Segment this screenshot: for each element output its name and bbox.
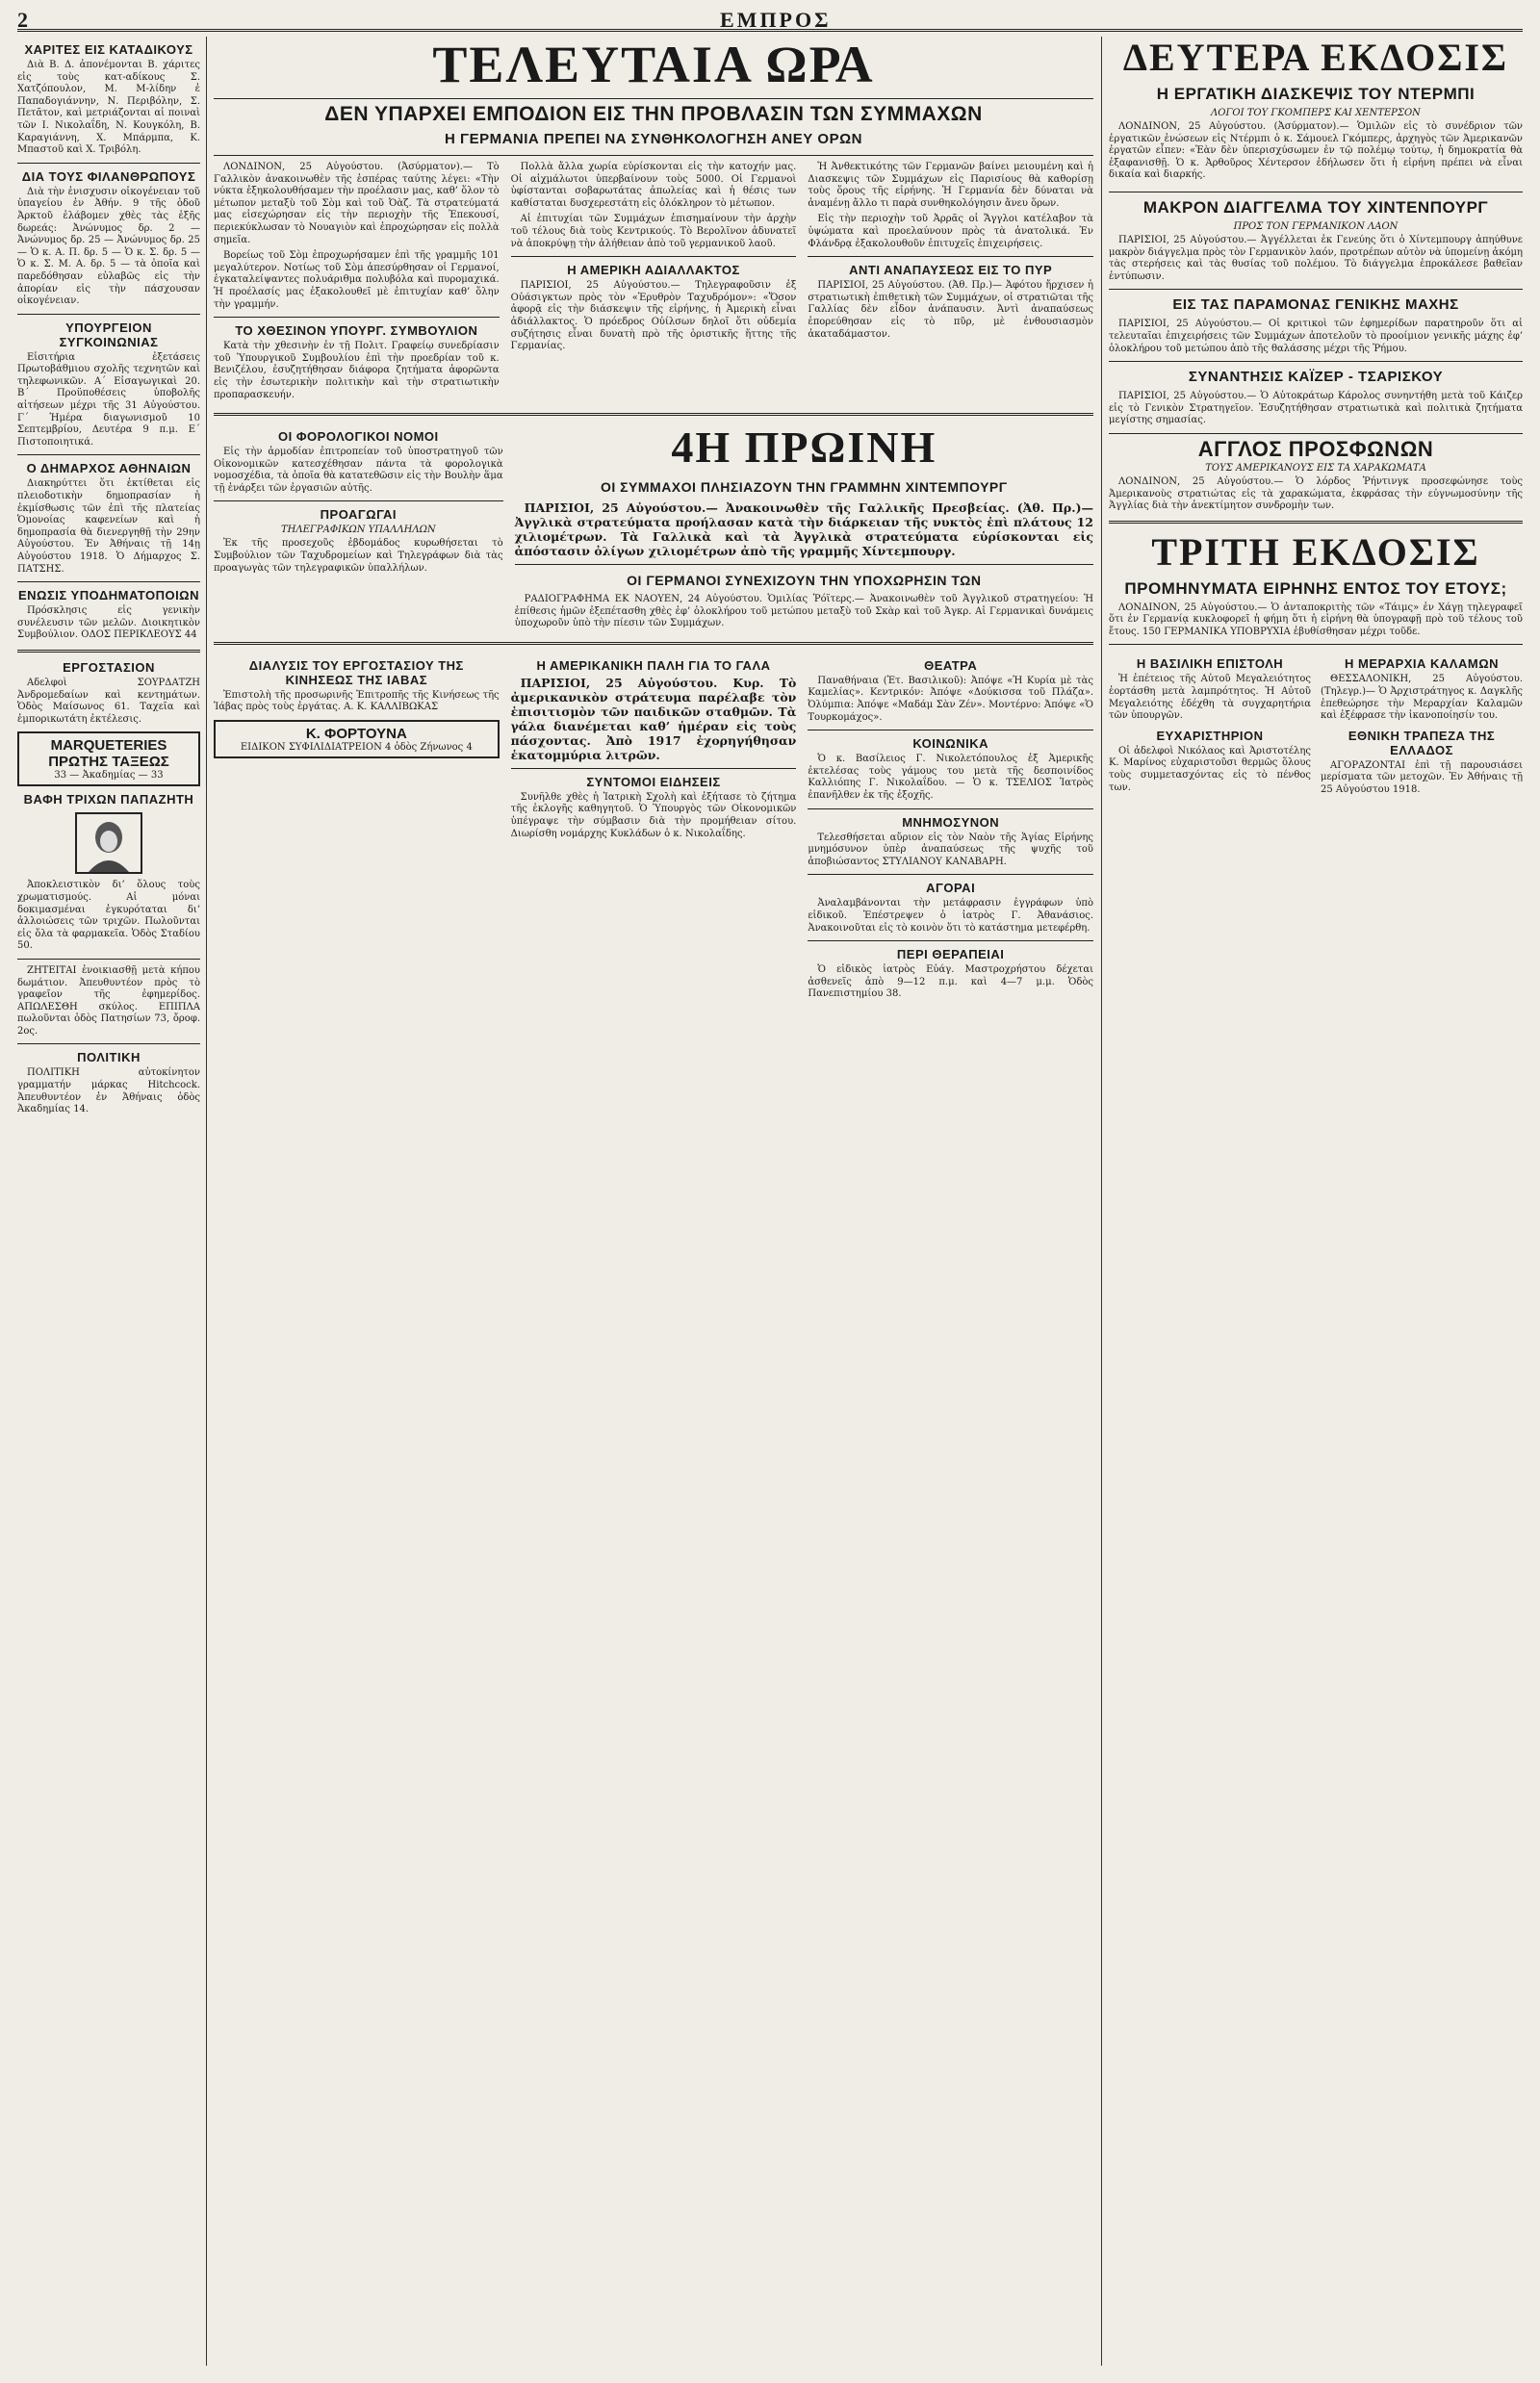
center-col-b [511, 162, 797, 405]
heading-mnimosyno: ΜΝΗΜΟΣΥΝΟΝ [902, 814, 1000, 830]
article-amer-paf: ΠΑΡΙΣΙΟΙ, 25 Αὐγούστου. Κυρ. Τὸ ἀμερικανικὸν στράτευμα παρέλαβε τὸν ἐπισιτισμὸν τῶν παιδικῶν σταθμῶν. Τὰ γάλα διανέμεται καθ’ ἡμέραν εἰς τοὺς πάσχοντας. Ἀπὸ 1917 ἐχορηγήθησαν ἑκατομμύρια λιτρῶν. [510, 675, 797, 762]
heading-agor: ΑΓΟΡΑΙ [926, 881, 976, 896]
ad-fortouna-sub: ΕΙΔΙΚΟΝ ΣΥΦΙΛΙΔΙΑΤΡΕΙΟΝ 4 ὁδὸς Ζήνωνος 4 [240, 742, 473, 754]
article-theatra: Παναθήναια (Ἑτ. Βασιλικοῦ): Ἀπόψε «Ἡ Κυρία μὲ τὰς Καμελίας». Κεντρικόν: Ἀπόψε «Δούκισσα τοῦ Πλάζα». Ὀλύμπια: Ἀπόψε «Μαδάμ Σὰν Ζέν». Μοντέρνο: Ἀπόψε «Ὁ Τουρκομάχος». [808, 675, 1093, 723]
article-proagogai: Ἐκ τῆς προσεχοῦς ἐβδομάδος κυρωθήσεται τὸ Συμβούλιον τῶν Ταχυδρομείων καὶ Τηλεγράφων διὰ τὰς προαγωγὰς τῶν τηλεγραφικῶν ὑπαλλήλων. [214, 538, 503, 574]
article-center-1: Πολλὰ ἄλλα χωρία εὑρίσκονται εἰς τὴν κατοχήν μας. Οἱ αἰχμάλωτοι ὑπερβαίνουν τοὺς 5000. Οἱ Γερμανοὶ ὑφίστανται σοβαρωτάτας ἀπωλείας καὶ ἡ θέσις των καθίσταται δυσχερεστάτη εἰς ὁλόκληρον τὸ μέτωπον. [510, 162, 797, 209]
column-rule [206, 37, 207, 2366]
heading-promynimata: ΠΡΟΜΗΝΥΜΑΤΑ ΕΙΡΗΝΗΣ ΕΝΤΟΣ ΤΟΥ ΕΤΟΥΣ; [1124, 578, 1507, 598]
center-bottom-block [214, 653, 1093, 1005]
heading-ergastasion: ΕΡΓΟΣΤΑΣΙΟΝ [63, 659, 155, 675]
article-forologikoi: Εἰς τὴν ἀρμοδίαν ἐπιτροπείαν τοῦ ὑποστρατηγοῦ τῶν Οἰκονομικῶν κατεσχέθησαν πάντα τὰ φορολογικὰ νομοσχέδια, τὰ ὁποῖα θὰ κατατεθῶσιν εἰς τὴν Βουλὴν ἅμα τῇ ἐνάρξει τῶν ἐργασιῶν αὐτῆς. [214, 447, 503, 494]
protini-body [515, 500, 1093, 558]
center-protini-block [515, 423, 1093, 634]
article-merarchia: ΘΕΣΣΑΛΟΝΙΚΗ, 25 Αὐγούστου. (Τηλεγρ.)— Ὁ Ἀρχιστράτηγος κ. Δαγκλῆς ἐπεθεώρησε τὴν Μεραρχίαν Καλαμῶν καὶ ἐξέφρασε τὴν ἱκανοποίησίν του. [1321, 674, 1523, 722]
article-koinonika: Ὁ κ. Βασίλειος Γ. Νικολετόπουλος ἐξ Ἀμερικῆς ἐκτελέσας τοὺς γάμους του μετὰ τῆς δεσποινίδος Καλλιόπης Γ. Νικολαΐδου. — Ὁ κ. ΤΣΕΛΙΟΣ Ἰατρὸς ἐπανῆλθεν ἐκ τῆς ἐξοχῆς. [808, 754, 1093, 802]
article-mnimosyno: Τελεσθήσεται αὔριον εἰς τὸν Ναὸν τῆς Ἁγίας Εἰρήνης μνημόσυνον ὑπὲρ ἀναπαύσεως τῆς ψυχῆς τοῦ ἀποβιώσαντος ΣΤΥΛΙΑΝΟΥ ΚΑΝΑΒΑΡΗ. [808, 832, 1093, 867]
article-dimarchos: Διακηρύττει ὅτι ἐκτίθεται εἰς πλειοδοτικὴν δημοπρασίαν ἡ ἐκμίσθωσις τῶν ἐπὶ τῆς πλατείας Ὁμονοίας καφενείων καὶ ἡ δημοπρασία θὰ διενεργηθῇ τὴν 29ην Αὐγούστου. Ἐν Ἀθήναις τῇ 14ῃ Αὐγούστου 1918. Ὁ Δήμαρχος Σ. ΠΑΤΣΗΣ. [17, 478, 200, 575]
ad-marqueteries [17, 731, 200, 786]
column-rule [1101, 37, 1102, 2366]
masthead [17, 8, 1523, 32]
headline-triti-ekdosis: ΤΡΙΤΗ ΕΚΔΟΣΙΣ [1151, 529, 1480, 574]
bottom-two-block [1109, 651, 1523, 800]
heading-ypourgeion: ΥΠΟΥΡΓΕΙΟΝ ΣΥΓΚΟΙΝΩΝΙΑΣ [59, 320, 159, 349]
article-ergastasion: Αδελφοὶ ΣΟΥΡΔΑΤΖΗ Ἀνδρομεδαίων καὶ κεντημάτων. Ὁδὸς Μαίσωνος 61. Ταχεῖα καὶ ἐμπορικωτάτη ἐκτέλεσις. [17, 677, 200, 725]
amer-paf-body [511, 676, 797, 762]
headline-protini: 4Η ΠΡΩΙΝΗ [671, 423, 937, 473]
article-ofth: Ὁ εἰδικὸς ἰατρὸς Εὐάγ. Μαστροχρήστου δέχεται ἀσθενεῖς ἀπὸ 9—12 π.μ. καὶ 4—7 μ.μ. Ὁδὸς Πανεπιστημίου 38. [808, 964, 1093, 1000]
ad-marqueteries-address: 33 — Ἀκαδημίας — 33 [54, 770, 164, 782]
heading-xpy: ΑΝΤΙ ΑΝΑΠΑΥΣΕΩΣ ΕΙΣ ΤΟ ΠΥΡ [849, 263, 1053, 278]
article-syntomoi: Συνῆλθε χθὲς ἡ Ἱατρικὴ Σχολὴ καὶ ἐξήτασε τὸ ζήτημα τῆς ἐκλογῆς καθηγητοῦ. Ὁ Ὑπουργὸς τῶν Οἰκονομικῶν ὑπέγραψε τὴν σύμβασιν διὰ τὴν προμήθειαν σίτου. Διωρίσθη νομάρχης Κυκλάδων ὁ κ. Νικολαΐδης. [510, 791, 797, 839]
center-col-c [808, 162, 1093, 405]
deck-empodion: ΔΕΝ ΥΠΑΡΧΕΙ ΕΜΠΟΔΙΟΝ ΕΙΣ ΤΗΝ ΠΡΟΒΛΑΣΙΝ ΤΩΝ ΣΥΜΜΑΧΩΝ [324, 103, 983, 125]
article-vasiliki: Ἡ ἐπέτειος τῆς Αὐτοῦ Μεγαλειότητος ἑορτάσθη μετὰ λαμπρότητος. Ἡ Αὐτοῦ Μεγαλειότης ἐδέχθη τὰ συγχαρητήρια τῶν ὑπουργῶν. [1109, 674, 1311, 722]
heading-amerikh: Η ΑΜΕΡΙΚΗ ΑΔΙΑΛΛΑΚΤΟΣ [567, 263, 740, 278]
article-enoseis: Πρόσκλησις εἰς γενικὴν συνέλευσιν τῶν μελῶν. Διοικητικὸν Συμβούλιον. ΟΔΟΣ ΠΕΡΙΚΛΕΟΥΣ 44 [17, 605, 200, 641]
heading-vafi: ΒΑΦΗ ΤΡΙΧΩΝ ΠΑΠΑΖΗΤΗ [23, 792, 194, 807]
headline-teleutaia-ora: ΤΕΛΕΥΤΑΙΑ ΩΡΑ [432, 37, 875, 93]
center-col-a [214, 162, 500, 405]
center-mid-block [214, 423, 1093, 634]
center-top-block [214, 162, 1093, 405]
subheading-anglos: ΤΟΥΣ ΑΜΕΡΙΚΑΝΟΥΣ ΕΙΣ ΤΑ ΧΑΡΑΚΩΜΑΤΑ [1205, 462, 1426, 474]
heading-ypourg: ΤΟ ΧΘΕΣΙΝΟΝ ΥΠΟΥΡΓ. ΣΥΜΒΟΥΛΙΟΝ [235, 323, 478, 339]
article-protini: ΠΑΡΙΣΙΟΙ, 25 Αὐγούστου.— Ἀνακοινωθὲν τῆς Γαλλικῆς Πρεσβείας. (Ἀθ. Πρ.)— Ἀγγλικὰ στρατεύματα προήλασαν κατὰ τὴν διάρκειαν τῆς νυκτὸς ἐπὶ πλάτους 12 χιλιομέτρων. Τὰ Γαλλικὰ καὶ τὰ Ἀγγλικὰ στρατεύματα εὑρίσκονται εἰς ἀπόστασιν ὀλίγων χιλιομέτρων ἀπὸ τῆς γραμμῆς Χίντεμπουργ. [514, 500, 1093, 559]
heading-proagogai: ΠΡΟΑΓΩΓΑΙ [320, 507, 398, 523]
heading-charites: ΧΑΡΙΤΕΣ ΕΙΣ ΚΑΤΑΔΙΚΟΥΣ [24, 42, 193, 57]
center-col-a2 [214, 423, 503, 634]
ergatiki-body [1109, 121, 1523, 186]
article-lond-2: Βορείως τοῦ Σὸμ ἐπροχωρήσαμεν ἐπὶ τῆς γραμμῆς 101 μεγαλύτερον. Νοτίως τοῦ Σὸμ ἀπεσύρθησαν οἱ Γερμανοί, ἐγκαταλείψαντες πολυάριθμα πολυβόλα καὶ πυρομαχικά. Ἡ προέλασίς μας ἐξακολουθεῖ μὲ ἐπιτυχίαν καθ’ ὅλην τὴν γραμμήν. [214, 250, 500, 310]
heading-forologikoi: ΟΙ ΦΟΡΟΛΟΓΙΚΟΙ ΝΟΜΟΙ [278, 429, 439, 445]
center-columns [214, 37, 1093, 2366]
column-1 [17, 37, 200, 2366]
heading-merarchia: Η ΜΕΡΑΡΧΙΑ ΚΑΛΑΜΩΝ [1344, 656, 1500, 672]
heading-enoseis: ΕΝΩΣΙΣ ΥΠΟΔΗΜΑΤΟΠΟΙΩΝ [17, 588, 199, 603]
heading-makron: ΜΑΚΡΟΝ ΔΙΑΓΓΕΛΜΑ ΤΟΥ ΧΙΝΤΕΝΠΟΥΡΓ [1142, 197, 1489, 217]
article-makron: ΠΑΡΙΣΙΟΙ, 25 Αὐγούστου.— Ἀγγέλλεται ἐκ Γενεύης ὅτι ὁ Χίντεμπουργ ἀπηύθυνε μακρὸν διάγγελμα πρὸς τὸν Γερμανικὸν λαόν, προτρέπων αὐτὸν νὰ ὑπομείνῃ ἀκόμη τὰς στερήσεις καὶ τὰς θυσίας τοῦ πολέμου. Τὸ διάγγελμα ἐπροκάλεσε βαθεῖαν ἐντύπωσιν. [1109, 234, 1523, 282]
heading-koinonika: ΚΟΙΝΩΝΙΚΑ [912, 736, 988, 752]
article-promynimata: ΛΟΝΔΙΝΟΝ, 25 Αὐγούστου.— Ὁ ἀνταποκριτὴς τῶν «Τάιμς» ἐν Χάγῃ τηλεγραφεῖ ὅτι ἐν Γερμανίᾳ κυκλοφορεῖ ἡ φήμη ὅτι ἡ εἰρήνη θὰ ὑπογραφῇ πρὸ τοῦ τέλους τοῦ ἔτους. 150 ΓΕΡΜΑΝΙΚΑ ΥΠΟΒΡΥΧΙΑ ἐβυθίσθησαν μέχρι τοῦδε. [1109, 602, 1523, 637]
article-ergatiki: ΛΟΝΔΙΝΟΝ, 25 Αὐγούστου. (Ἀσύρματον).— Ὁμιλῶν εἰς τὸ συνέδριον τῶν ἐργατικῶν ἑνώσεων εἰς Ντέρμπι ὁ κ. Σάμουελ Γκόμπερς, ἀρχηγὸς τῶν Ἀμερικανῶν ἐργατῶν εἶπεν: «Ἐὰν δὲν ὑπερισχύσωμεν ἐν τῷ πολέμῳ τούτῳ, ἡ δημοκρατία θὰ ἐξαφανισθῇ. Ὁ κ. Ἀρθοῦρος Χέντερσον ἐδήλωσεν ὅτι ἡ εἰρήνη πρέπει νὰ εἶναι δικαία καὶ διαρκής. [1109, 121, 1523, 181]
article-amerikh: ΠΑΡΙΣΙΟΙ, 25 Αὐγούστου.— Τηλεγραφοῦσιν ἐξ Οὐάσιγκτων πρὸς τὸν «Ἐρυθρὸν Ταχυδρόμον»: «Ὅσον ἀφορᾷ εἰς τὴν διάσκεψιν τῆς εἰρήνης, ἡ Ἀμερικὴ εἶναι ἀδιάλλακτος. Ὁ πρόεδρος Οὐίλσων δηλοῖ ὅτι οὐδεμία συζήτησις εἶναι δυνατὴ πρὸ τῆς ὁριστικῆς ἥττης τῆς Γερμανίας. [510, 280, 797, 352]
article-anglos: ΛΟΝΔΙΝΟΝ, 25 Αὐγούστου.— Ὁ λόρδος Ῥήντινγκ προσεφώνησε τοὺς Ἀμερικανοὺς στρατιώτας εἰς τὰ χαρακώματα, ἐκφράσας τὴν εὐγνωμοσύνην τῆς Ἀγγλίας διὰ τὴν ἀνεκτίμητον συνδρομὴν των. [1109, 475, 1523, 512]
subheading-ergatiki: ΛΟΓΟΙ ΤΟΥ ΓΚΟΜΠΕΡΣ ΚΑΙ ΧΕΝΤΕΡΣΟΝ [1211, 108, 1421, 118]
article-synantisis: ΠΑΡΙΣΙΟΙ, 25 Αὐγούστου.— Ὁ Αὐτοκράτωρ Κάρολος συνηντήθη μετὰ τοῦ Κάιζερ εἰς τὸ Γενικὸν Στρατηγεῖον. Ἐσυζητήθησαν στρατιωτικὰ καὶ πολιτικὰ ζητήματα μεγίστης σημασίας. [1109, 391, 1523, 426]
article-lond-1: ΛΟΝΔΙΝΟΝ, 25 Αὐγούστου. (Ἀσύρματον).— Τὸ Γαλλικὸν ἀνακοινωθὲν τῆς ἑσπέρας ταύτης λέγει: «Τὴν νύκτα ἐξηκολουθήσαμεν τὴν προέλασιν μας, καθ’ ὅλον τὸ μέτωπον μεταξὺ τοῦ Σὸμ καὶ τοῦ Ὀὰζ. Τὰ στρατεύματά μας εἰσεχώρησαν εἰς τὴν περιοχὴν τῆς Ἐπεκουσί, περιεκύκλωσαν τὸ Νουαγιὸν καὶ ἐπροχώρησαν εἰς πολλὰ σημεῖα. [214, 162, 500, 245]
ad-fortouna [214, 720, 500, 758]
article-vafi: Ἀποκλειστικὸν δι’ ὅλους τοὺς χρωματισμούς. Αἱ μόναι δοκιμασμέναι ἐγκυρόταται δι’ ἀλλοιώσεις τῶν τριχῶν. Πωλοῦνται εἰς ὅλα τὰ φαρμακεῖα. Ὁδὸς Σταδίου 50. [17, 880, 200, 952]
heading-dimarchos: Ο ΔΗΜΑΡΧΟΣ ΑΘΗΝΑΙΩΝ [26, 461, 192, 476]
deck-germania: Η ΓΕΡΜΑΝΙΑ ΠΡΕΠΕΙ ΝΑ ΣΥΝΘΗΚΟΛΟΓΗΣΗ ΑΝΕΥ ΟΡΩΝ [445, 131, 862, 147]
heading-vasiliki: Η ΒΑΣΙΛΙΚΗ ΕΠΙΣΤΟΛΗ [1136, 656, 1284, 672]
heading-ethniki: ΕΘΝΙΚΗ ΤΡΑΠΕΖΑ ΤΗΣ ΕΛΛΑΔΟΣ [1348, 728, 1496, 757]
article-center-2: Αἱ ἐπιτυχίαι τῶν Συμμάχων ἐπισημαίνουν τὴν ἀρχὴν τοῦ τέλους διὰ τοὺς Κεντρικούς. Τὸ Βερολῖνον ἀδυνατεῖ νὰ ἀποκρύψῃ τὴν ἀλήθειαν ἀπὸ τοῦ γερμανικοῦ λαοῦ. [510, 214, 797, 249]
article-xpy: ΠΑΡΙΣΙΟΙ, 25 Αὐγούστου. (Ἀθ. Πρ.)— Ἀφότου ἤρχισεν ἡ στρατιωτικὴ ἐπιθετικὴ τῶν Συμμάχων, οἱ στρατιῶται τῆς Γαλλίας δὲν εἶδον ἀνάπαυσιν. Ἀντὶ ἀναπαύσεως ἐπορεύθησαν εἰς τὸ πῦρ, μὲ ἐνθουσιασμὸν ἀκαταδάμαστον. [808, 280, 1093, 340]
woman-portrait-icon [75, 812, 142, 874]
newspaper-page [17, 8, 1523, 2371]
subheading-makron: ΠΡΟΣ ΤΟΝ ΓΕΡΜΑΝΙΚΟΝ ΛΑΟΝ [1233, 220, 1399, 232]
ad-marqueteries-title: MARQUETERIES ΠΡΩΤΗΣ ΤΑΞΕΩΣ [48, 737, 169, 771]
center-col-a3 [214, 653, 500, 1005]
article-agor: Ἀναλαμβάνονται τὴν μετάφρασιν ἐγγράφων ὑπὸ εἰδικοῦ. Ἐπέστρεψεν ὁ ἰατρὸς Γ. Ἀθανάσιος. Ἀνακοινοῦται εἰς τὸ κοινὸν ὅτι τὸ κατάστημα μετεφέρθη. [808, 898, 1093, 934]
heading-eucharistirion: ΕΥΧΑΡΙΣΤΗΡΙΟΝ [1156, 728, 1264, 743]
headline-deutera-ekdosis: ΔΕΥΤΕΡΑ ΕΚΔΟΣΙΣ [1122, 37, 1509, 79]
ad-fortouna-title: Κ. ΦΟΡΤΟΥΝΑ [305, 726, 407, 743]
heading-ofth: ΠΕΡΙ ΘΕΡΑΠΕΙΑΙ [896, 947, 1005, 962]
deck-protini: ΟΙ ΣΥΜΜΑΧΟΙ ΠΛΗΣΙΑΖΟΥΝ ΤΗΝ ΓΡΑΜΜΗΝ ΧΙΝΤΕΜΠΟΥΡΓ [600, 479, 1008, 496]
column-right [1109, 37, 1523, 2366]
heading-paramonas: ΕΙΣ ΤΑΣ ΠΑΡΑΜΟΝΑΣ ΓΕΝΙΚΗΣ ΜΑΧΗΣ [1172, 296, 1459, 314]
article-center-4: Εἰς τὴν περιοχὴν τοῦ Ἀρρᾶς οἱ Ἄγγλοι κατέλαβον τὰ ὑψώματα καὶ προελαύνουν πρὸς τὰ ἀνατολικά. Ἐν Φλάνδρᾳ ἐξακολουθοῦν ἐπιτυχεῖς ἐπιχειρήσεις. [808, 214, 1093, 249]
article-center-3: Ἡ Ἀνθεκτικότης τῶν Γερμανῶν βαίνει μειουμένη καὶ ἡ Διασκεψις τῶν Συμμάχων εἰς Παρισίους θὰ καθορίσῃ τοὺς ὅρους τῆς εἰρήνης. Ἡ Γερμανία δὲν δύναται νὰ ἀναμένῃ ἄλλο τι παρὰ συνθηκολόγησιν ἄνευ ὅρων. [808, 162, 1093, 209]
article-entolh: Ἐπιστολὴ τῆς προσωρινῆς Ἐπιτροπῆς τῆς Κινήσεως τῆς Ἰάβας πρὸς τοὺς ἐργάτας. Α. Κ. ΚΑΛΛΙΒΩΚΑΣ [214, 689, 500, 713]
article-charites: Διὰ Β. Δ. ἀπονέμονται Β. χάριτες εἰς τοὺς κατ-αδίκους Σ. Χατζόπουλον, Μ. Μ-λίδην ἐ Παπαδογιάννην, Ν. Περιβόλην, Σ. Πετᾶτον, καὶ μετριάζονται αἱ ποιναὶ τῶν Ι. Νικολαΐδη, Ν. Κουγκόλη, Β. Καραγιάννη, Χ. Μπάρμπα, Κ. Μπαστοῦ καὶ Χ. Τριβόλη. [17, 60, 200, 156]
heading-synantisis: ΣΥΝΑΝΤΗΣΙΣ ΚΑΪΖΕΡ - ΤΣΑΡΙΣΚΟΥ [1188, 369, 1444, 386]
article-eucharistirion: Οἱ ἀδελφοὶ Νικόλαος καὶ Ἀριστοτέλης Κ. Μαρίνος εὐχαριστοῦσι θερμῶς ὅλους τοὺς συμμετασχόντας εἰς τὸ πένθος των. [1109, 745, 1311, 793]
article-politiki: ΠΟΛΙΤΙΚΗ αὐτοκίνητον γραμματήν μάρκας Hitchcock. Ἀπευθυντέον ἐν Ἀθήναις ὁδὸς Ἀκαδημίας 14. [17, 1067, 200, 1115]
heading-filanthropous: ΔΙΑ ΤΟΥΣ ΦΙΛΑΝΘΡΩΠΟΥΣ [21, 168, 196, 184]
subheading-proagogai: ΤΗΛΕΓΡΑΦΙΚΩΝ ΥΠΑΛΛΗΛΩΝ [281, 525, 436, 536]
article-ypourgeion: Εἰσιτήρια ἐξετάσεις Πρωτοβάθμιου σχολῆς τεχνητῶν καὶ τηλεφωνικῶν. Α΄ Εἰσαγωγικαὶ 20. Β΄ Προϋποθέσεις ὑποβολῆς αἰτήσεων μέχρι τῆς 31 Αὐγούστου. Γ΄ Ἡμέρα διαγωνισμοῦ 10 Σεπτεμβρίου, Δευτέρα 9 π.μ. Ε΄ Πιστοποιητικά. [17, 351, 200, 448]
article-paramonas: ΠΑΡΙΣΙΟΙ, 25 Αὐγούστου.— Οἱ κριτικοὶ τῶν ἐφημερίδων παρατηροῦν ὅτι αἱ τελευταῖαι ἐπιχειρήσεις τῶν Συμμάχων ἀποτελοῦν τὸ προοίμιον γενικῆς μάχης ἐφ’ ὁλοκλήρου τοῦ μετώπου ἀπὸ τῆς θαλάσσης μέχρι τῆς Ῥήμου. [1109, 319, 1523, 354]
center-col-b3 [511, 653, 797, 1005]
article-filanthropous: Διὰ τὴν ἐνισχυσιν οἰκογένειαν τοῦ ὑπαγείου ἐν Ἀθήν. 9 τῆς ὁδοῦ Ἀρκτοῦ ἐλάβομεν χθὲς τὰς ἑξῆς δωρεάς: Ἀνώνυμος δρ. 2 — Ἀνώνυμος δρ. 25 — Ἀνώνυμος δρ. 25 — Ὁ κ. Α. Π. δρ. 5 — Ὁ κ. Σ. δρ. 5 — Ὁ κ. Σ. Μ. Α. δρ. 5 — τὰ ὁποῖα καὶ παρεδόθησαν εὐλαβῶς εἰς τὴν ἀπορίαν εἰς τὴν πάσχουσαν οἰκογένειαν. [17, 186, 200, 307]
heading-theatra: ΘΕΑΤΡΑ [924, 657, 978, 673]
heading-entolh: ΔΙΑΛΥΣΙΣ ΤΟΥ ΕΡΓΟΣΤΑΣΙΟΥ ΤΗΣ ΚΙΝΗΣΕΩΣ ΤΗΣ ΙΑΒΑΣ [248, 657, 464, 687]
page-number: 2 [17, 8, 28, 32]
center-col-c3 [808, 653, 1093, 1005]
article-ypourg: Κατὰ τὴν χθεσινὴν ἐν τῇ Πολιτ. Γραφείῳ συνεδρίασιν τοῦ Ὑπουργικοῦ Συμβουλίου ἐπὶ τὴν προεδρίαν τοῦ κ. Βενιζέλου, ἐσυζητήθησαν διάφορα ζητήματα ἀφορῶντα εἰς τὴν ἐσωτερικὴν πολιτικὴν καὶ τὴν στρατιωτικὴν προπαρασκευήν. [214, 341, 500, 400]
heading-germ: ΟΙ ΓΕΡΜΑΝΟΙ ΣΥΝΕΧΙΖΟΥΝ ΤΗΝ ΥΠΟΧΩΡΗΣΙΝ ΤΩΝ [627, 573, 982, 589]
heading-politiki: ΠΟΛΙΤΙΚΗ [77, 1050, 141, 1065]
classifieds: ΖΗΤΕΙΤΑΙ ἐνοικιασθῇ μετὰ κήπου δωμάτιον. Ἀπευθυντέον πρὸς τὸ γραφεῖον τῆς ἐφημερίδος. ΑΠΩΛΕΣΘΗ σκύλος. ΕΠΙΠΛΑ πωλοῦνται ὁδὸς Πατησίων 73, ὄροφ. 2ος. [17, 964, 200, 1037]
heading-anglos: ΑΓΓΛΟΣ ΠΡΟΣΦΩΝΩΝ [1197, 436, 1434, 461]
heading-syntomoi: ΣΥΝΤΟΜΟΙ ΕΙΔΗΣΕΙΣ [586, 774, 721, 789]
heading-amer-paf: Η ΑΜΕΡΙΚΑΝΙΚΗ ΠΑΛΗ ΓΙΑ ΤΟ ΓΑΛΑ [536, 657, 771, 673]
article-ethniki: ΑΓΟΡΑΖΟΝΤΑΙ ἐπὶ τῇ παρουσιάσει μερίσματα τῶν μετοχῶν. Ἐν Ἀθήναις τῇ 25 Αὐγούστου 1918. [1321, 759, 1523, 796]
article-germ: ΡΑΔΙΟΓΡΑΦΗΜΑ ΕΚ ΝΑΟΥΕΝ, 24 Αὐγούστου. Ὁμιλίας Ῥόϊτερς.— Ἀνακοινωθὲν τοῦ Ἀγγλικοῦ στρατηγείου: Ἡ ἐπίθεσις ἡμῶν ἐξεπέτασθη χθὲς ἐφ’ ὁλοκλήρου τοῦ μετώπου μεταξὺ τοῦ Σκὰρ καὶ τοῦ Ἀγκρ. Αἱ Γερμανικαὶ δυνάμεις ὑποχωροῦν ὑπὸ τὴν πίεσιν τῶν Συμμάχων. [514, 594, 1093, 629]
paper-name: ΕΜΠΡΟΣ [720, 8, 832, 32]
heading-ergatiki: Η ΕΡΓΑΤΙΚΗ ΔΙΑΣΚΕΨΙΣ ΤΟΥ ΝΤΕΡΜΠΙ [1156, 85, 1476, 103]
